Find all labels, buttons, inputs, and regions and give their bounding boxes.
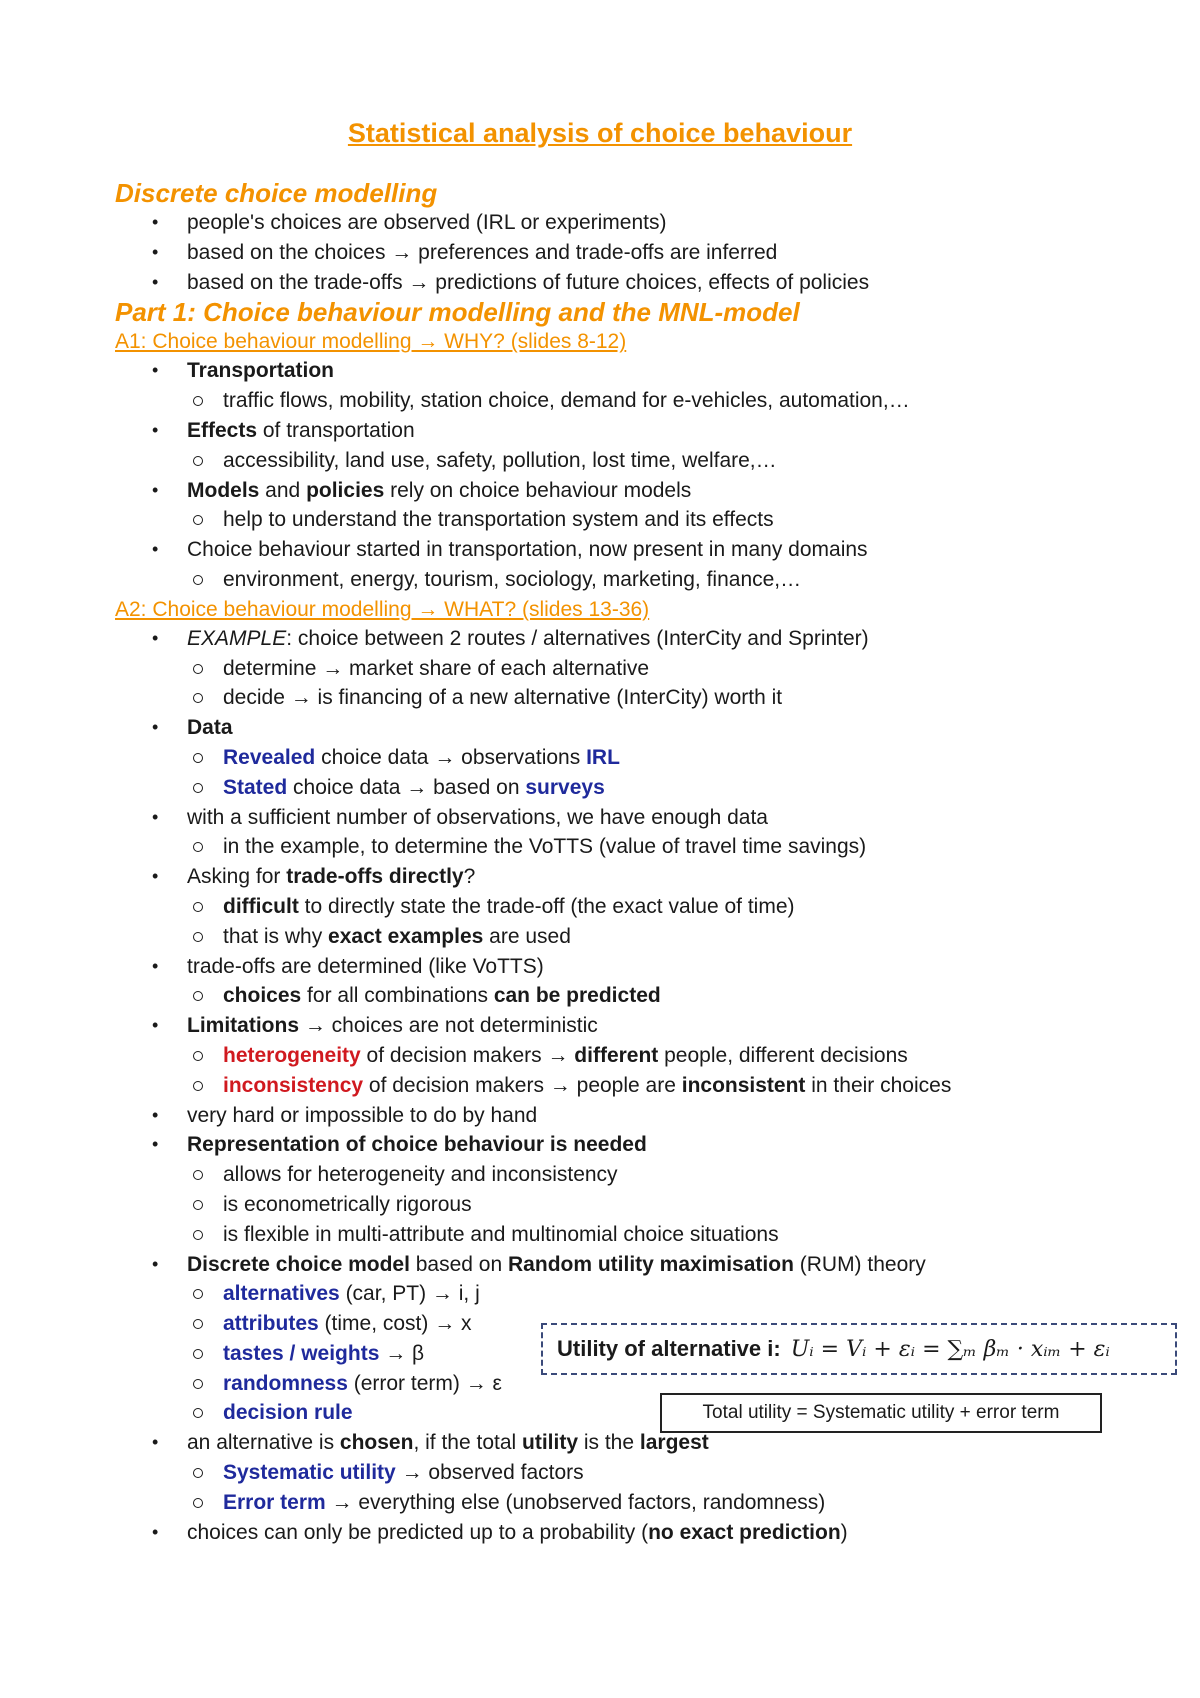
formula-label: Utility of alternative i: [557, 1336, 781, 1361]
list-item: • Data [115, 713, 1185, 743]
sub-list-item: attributes (time, cost) → x [115, 1309, 1185, 1339]
sub-list-item: traffic flows, mobility, station choice, demand for e-vehicles, automation,… [115, 386, 1185, 416]
page-title: Statistical analysis of choice behaviour [347, 118, 853, 148]
list-item: • EXAMPLE: choice between 2 routes / alternatives (InterCity and Sprinter) [115, 624, 1185, 654]
sub-list-item: environment, energy, tourism, sociology, marketing, finance,… [115, 565, 1185, 595]
sub-list-item: inconsistency of decision makers → people are inconsistent in their choices [115, 1071, 1185, 1101]
sub-list-item: decide → is financing of a new alternative (InterCity) worth it [115, 683, 1185, 713]
sub-list-item: tastes / weights → β [115, 1339, 1185, 1369]
list-item: • based on the trade-offs → predictions of future choices, effects of policies [115, 268, 1185, 298]
list-item: • Effects of transportation [115, 416, 1185, 446]
sub-list-item: difficult to directly state the trade-off (the exact value of time) [115, 892, 1185, 922]
list-item: • with a sufficient number of observations, we have enough data [115, 803, 1185, 833]
sub-list-item: Stated choice data → based on surveys [115, 773, 1185, 803]
list-item: • Representation of choice behaviour is needed [115, 1130, 1185, 1160]
sub-list-item: Error term → everything else (unobserved factors, randomness) [115, 1488, 1185, 1518]
sub-list-item: in the example, to determine the VoTTS (value of travel time savings) [115, 832, 1185, 862]
list-item: • Transportation [115, 356, 1185, 386]
sub-list-item: alternatives (car, PT) → i, j [115, 1279, 1185, 1309]
heading-a1: A1: Choice behaviour modelling → WHY? (slides 8-12) [115, 330, 627, 354]
list-item: • very hard or impossible to do by hand [115, 1101, 1185, 1131]
sub-list-item: is flexible in multi-attribute and multinomial choice situations [115, 1220, 1185, 1250]
total-utility-box: Total utility = Systematic utility + error term [660, 1393, 1102, 1433]
sub-list-item: accessibility, land use, safety, pollution, lost time, welfare,… [115, 446, 1185, 476]
sub-list-item: Systematic utility → observed factors [115, 1458, 1185, 1488]
utility-formula-box [541, 1323, 1177, 1375]
heading-part1: Part 1: Choice behaviour modelling and the MNL-model [115, 297, 800, 328]
sub-list-item: Revealed choice data → observations IRL [115, 743, 1185, 773]
sub-list-item: allows for heterogeneity and inconsistency [115, 1160, 1185, 1190]
list-item: • Discrete choice model based on Random utility maximisation (RUM) theory [115, 1250, 1185, 1280]
sub-list-item: determine → market share of each alternative [115, 654, 1185, 684]
sub-list-item: heterogeneity of decision makers → different people, different decisions [115, 1041, 1185, 1071]
heading-a2: A2: Choice behaviour modelling → WHAT? (slides 13-36) [115, 597, 650, 621]
list-item: • Choice behaviour started in transportation, now present in many domains [115, 535, 1185, 565]
list-item: • trade-offs are determined (like VoTTS) [115, 952, 1185, 982]
heading-discrete-choice: Discrete choice modelling [115, 178, 438, 208]
list-item: • Asking for trade-offs directly? [115, 862, 1185, 892]
list-item: • based on the choices → preferences and trade-offs are inferred [115, 238, 1185, 268]
list-item: • an alternative is chosen, if the total utility is the largest [115, 1428, 1185, 1458]
sub-list-item: is econometrically rigorous [115, 1190, 1185, 1220]
list-item: • Models and policies rely on choice behaviour models [115, 476, 1185, 506]
sub-list-item: choices for all combinations can be predicted [115, 981, 1185, 1011]
sub-list-item: decision rule [115, 1398, 1185, 1428]
list-item: • people's choices are observed (IRL or experiments) [115, 208, 1185, 238]
list-item: • Limitations → choices are not deterministic [115, 1011, 1185, 1041]
sub-list-item: randomness (error term) → ε [115, 1369, 1185, 1399]
sub-list-item: that is why exact examples are used [115, 922, 1185, 952]
list-item: • choices can only be predicted up to a probability (no exact prediction) [115, 1518, 1185, 1548]
sub-list-item: help to understand the transportation system and its effects [115, 505, 1185, 535]
formula-math: Uᵢ = Vᵢ + εᵢ = ∑ₘ βₘ · xᵢₘ + εᵢ [790, 1336, 1110, 1362]
